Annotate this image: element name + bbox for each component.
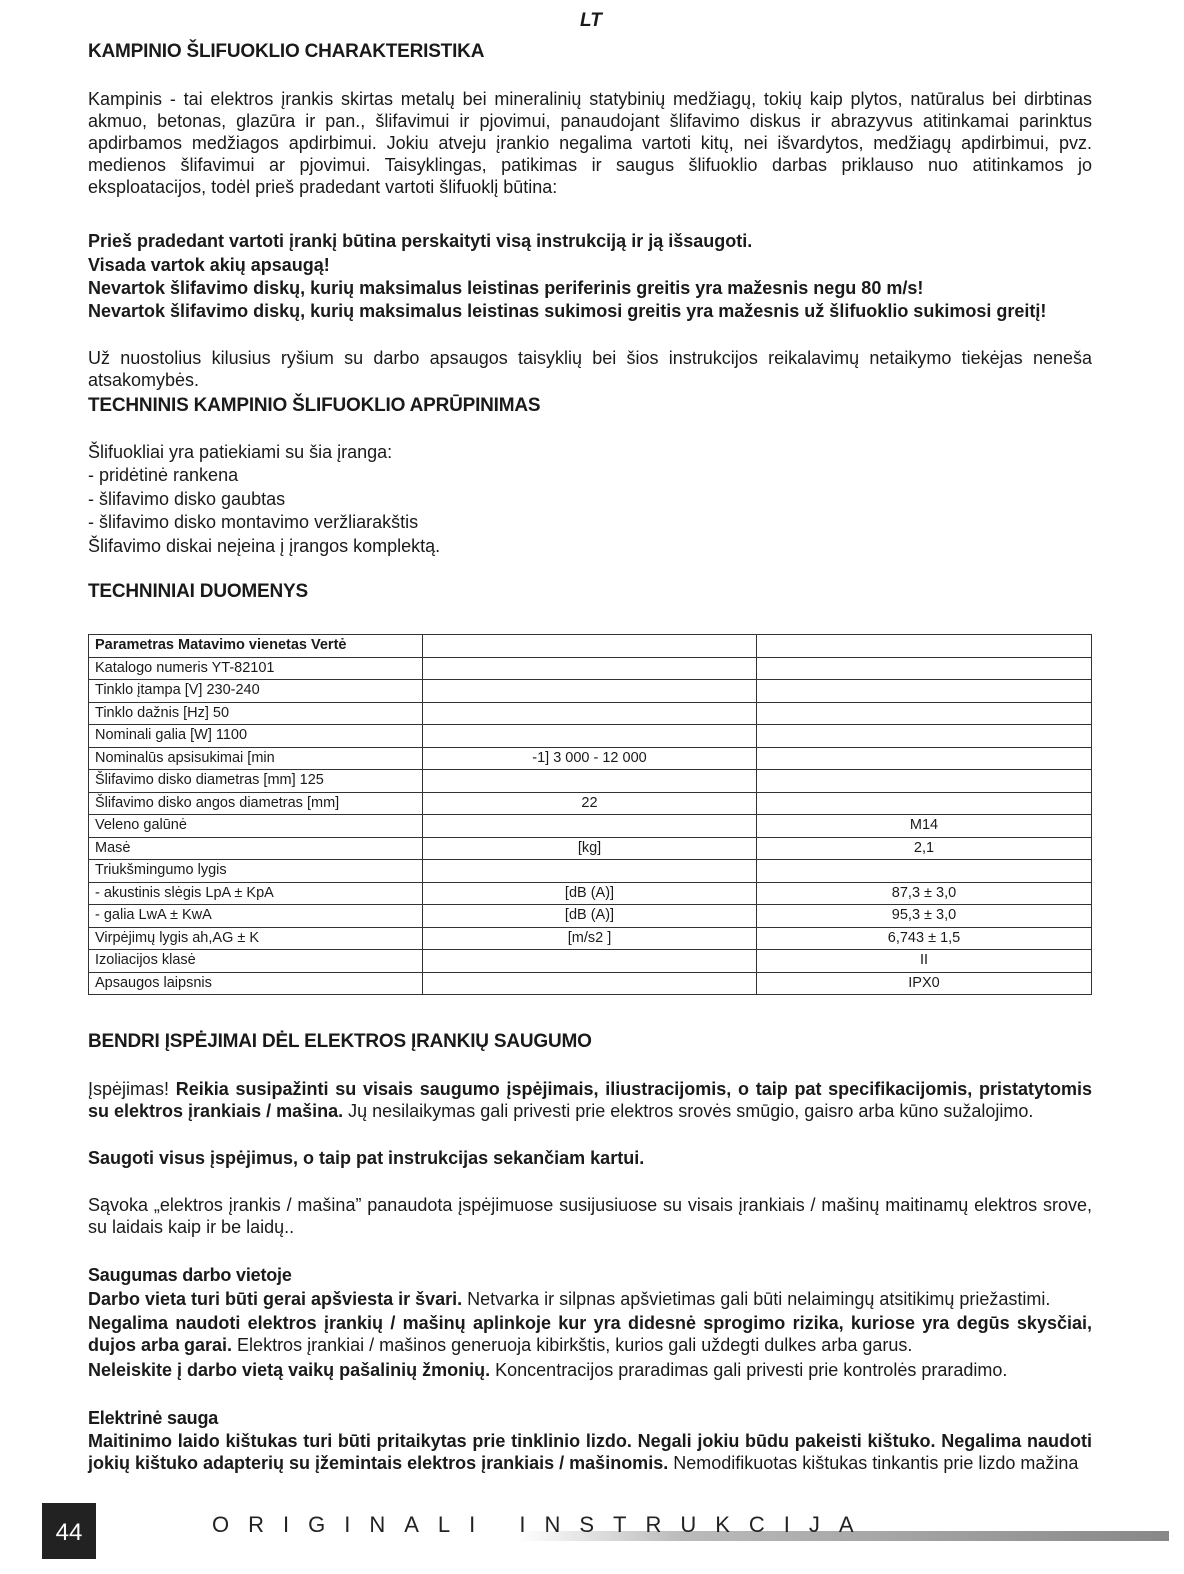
table-cell: Nominali galia [W] 1100 (89, 725, 423, 748)
table-row (89, 792, 1092, 815)
table-cell (423, 680, 757, 703)
table-cell: II (757, 950, 1092, 973)
table-row (89, 860, 1092, 883)
table-cell: Šlifavimo disko angos diametras [mm] (89, 792, 423, 815)
page-number: 44 (42, 1503, 96, 1559)
table-cell: Šlifavimo disko diametras [mm] 125 (89, 770, 423, 793)
rule-text: Elektros įrankiai / mašinos generuoja kibirkštis, kurios gali uždegti dulkes arba garus. (232, 1335, 913, 1355)
equipment-lead: Šlifuokliai yra patiekiami su šia įranga: (88, 442, 393, 462)
section-title-safety-warnings: BENDRI ĮSPĖJIMAI DĖL ELEKTROS ĮRANKIŲ SAUGUMO (88, 1031, 592, 1052)
equipment-note: Šlifavimo diskai neįeina į įrangos komplektą. (88, 536, 441, 556)
table-cell (757, 747, 1092, 770)
table-cell (423, 972, 757, 995)
table-cell: Apsaugos laipsnis (89, 972, 423, 995)
warning-read-instructions: Prieš pradedant vartoti įrankį būtina perskaityti visą instrukciją ir ją išsaugoti. (88, 231, 753, 251)
table-cell: [kg] (423, 837, 757, 860)
table-cell: Tinklo įtampa [V] 230-240 (89, 680, 423, 703)
table-cell (423, 950, 757, 973)
warning-text: Jų nesilaikymas gali privesti prie elektros srovės smūgio, gaisro arba kūno sužalojimo. (343, 1101, 1034, 1121)
table-cell: -1] 3 000 - 12 000 (423, 747, 757, 770)
rule-bold: Darbo vieta turi būti gerai apšviesta ir švari. (88, 1289, 463, 1309)
subsection-title-work-area: Saugumas darbo vietoje (88, 1265, 292, 1285)
keep-warnings: Saugoti visus įspėjimus, o taip pat instrukcijas sekančiam kartui. (88, 1148, 645, 1168)
table-row (89, 837, 1092, 860)
table-cell: 95,3 ± 3,0 (757, 905, 1092, 928)
table-row (89, 972, 1092, 995)
table-cell: 87,3 ± 3,0 (757, 882, 1092, 905)
rule-text: Nemodifikuotas kištukas tinkantis prie lizdo mažina (668, 1453, 1079, 1473)
table-cell: Tinklo dažnis [Hz] 50 (89, 702, 423, 725)
table-row (89, 950, 1092, 973)
footer-original-instructions: ORIGINALI INSTRUKCIJA (212, 1512, 873, 1537)
technical-data-table (88, 634, 1092, 995)
intro-paragraph: Kampinis - tai elektros įrankis skirtas metalų bei mineralinių statybinių medžiagų, tokių kaip plytos, natūralus bei dirbtinas akmuo, betonas, glazūra ir pan., šlifavimui ir pjovimui, panaudojant šlifavimo diskus ir abrazyvus atitinkamai parinktus apdirbamos medžiagos apdirbimui. Jokiu atveju įrankio negalima vartoti kitų, nei išvardytos, medžiagų apdirbimui, pvz. medienos šlifavimui ar pjovimui. Taisyklingas, patikimas ir saugus šlifuoklio darbas priklauso nuo atitinkamos jo eksploatacijos, todėl prieš pradedant vartoti šlifuoklį būtina: (88, 89, 1092, 197)
table-header-cell (423, 635, 757, 658)
table-row (89, 680, 1092, 703)
rule-bold: Neleiskite į darbo vietą vaikų pašalinių žmonių. (88, 1360, 491, 1380)
table-cell: [m/s2 ] (423, 927, 757, 950)
table-cell: - akustinis slėgis LpA ± KpA (89, 882, 423, 905)
table-row (89, 815, 1092, 838)
table-cell (757, 860, 1092, 883)
table-cell: 6,743 ± 1,5 (757, 927, 1092, 950)
section-title-characteristics: KAMPINIO ŠLIFUOKLIO CHARAKTERISTIKA (88, 41, 485, 62)
table-cell (757, 680, 1092, 703)
liability-disclaimer: Už nuostolius kilusius ryšium su darbo apsaugos taisyklių bei šios instrukcijos reikalavimų netaikymo tiekėjas neneša atsakomybės. (88, 348, 1092, 390)
table-cell (757, 725, 1092, 748)
warning-eye-protection: Visada vartok akių apsaugą! (88, 255, 330, 275)
warning-peripheral-speed: Nevartok šlifavimo diskų, kurių maksimalus leistinas periferinis greitis yra mažesnis negu 80 m/s! (88, 278, 924, 298)
table-cell: IPX0 (757, 972, 1092, 995)
table-cell: Virpėjimų lygis ah,AG ± K (89, 927, 423, 950)
table-cell (757, 792, 1092, 815)
table-cell: Veleno galūnė (89, 815, 423, 838)
rule-text: Netvarka ir silpnas apšvietimas gali būti nelaimingų atsitikimų priežastimi. (462, 1289, 1051, 1309)
language-label: LT (580, 10, 602, 31)
rule-text: Koncentracijos praradimas gali privesti prie kontrolės praradimo. (490, 1360, 1008, 1380)
table-row (89, 747, 1092, 770)
table-cell (423, 860, 757, 883)
table-cell (423, 657, 757, 680)
equipment-item: - šlifavimo disko gaubtas (88, 489, 286, 509)
table-cell (423, 815, 757, 838)
table-cell: [dB (A)] (423, 905, 757, 928)
table-row (89, 657, 1092, 680)
equipment-item: - pridėtinė rankena (88, 465, 239, 485)
table-cell (423, 702, 757, 725)
warning-rotation-speed: Nevartok šlifavimo diskų, kurių maksimalus leistinas sukimosi greitis yra mažesnis už šlifuoklio sukimosi greitį! (88, 301, 1047, 321)
table-cell (423, 770, 757, 793)
table-cell: - galia LwA ± KwA (89, 905, 423, 928)
section-title-equipment: TECHNINIS KAMPINIO ŠLIFUOKLIO APRŪPINIMAS (88, 395, 541, 416)
table-row (89, 905, 1092, 928)
rule-bold: Negalima naudoti elektros įrankių / mašinų aplinkoje kur yra didesnė sprogimo rizika, kuriose yra degūs skysčiai, dujos arba garai. (88, 1313, 1092, 1355)
work-area-rule-2 (88, 1312, 1092, 1356)
rule-bold: Maitinimo laido kištukas turi būti pritaikytas prie tinklinio lizdo. Negali jokiu būdu pakeisti kištuko. Negalima naudoti jokių kištuko adapterių su įžemintais elektros įrankiais / mašinomis. (88, 1431, 1092, 1473)
work-area-rule-3 (88, 1359, 1092, 1381)
warning-bold: Reikia susipažinti su visais saugumo įspėjimais, iliustracijomis, o taip pat specifikacijomis, pristatytomis su elektros įrankiais / mašina. (88, 1079, 1092, 1121)
table-cell: 22 (423, 792, 757, 815)
table-header-cell (757, 635, 1092, 658)
table-cell: Katalogo numeris YT-82101 (89, 657, 423, 680)
table-row (89, 702, 1092, 725)
table-cell: Izoliacijos klasė (89, 950, 423, 973)
table-row (89, 927, 1092, 950)
table-row (89, 770, 1092, 793)
table-cell: Nominalūs apsisukimai [min (89, 747, 423, 770)
subsection-title-electrical-safety: Elektrinė sauga (88, 1408, 219, 1428)
table-cell: Masė (89, 837, 423, 860)
term-definition: Sąvoka „elektros įrankis / mašina” panaudota įspėjimuose susijusiuose su visais įrankiais / mašinų maitinamų elektros srove, su laidais kaip ir be laidų.. (88, 1195, 1092, 1237)
table-row (89, 725, 1092, 748)
table-cell (757, 770, 1092, 793)
warning-label: Įspėjimas! (88, 1079, 176, 1099)
electrical-rule-1 (88, 1430, 1092, 1474)
table-cell: Triukšmingumo lygis (89, 860, 423, 883)
general-warning-paragraph (88, 1078, 1092, 1122)
table-cell (423, 725, 757, 748)
table-row (89, 882, 1092, 905)
table-cell (757, 702, 1092, 725)
table-cell: M14 (757, 815, 1092, 838)
table-header-row (89, 635, 1092, 658)
table-cell (757, 657, 1092, 680)
work-area-rule-1 (88, 1288, 1092, 1310)
table-cell: 2,1 (757, 837, 1092, 860)
section-title-technical-data: TECHNINIAI DUOMENYS (88, 581, 308, 602)
table-header-cell: Parametras Matavimo vienetas Vertė (89, 635, 423, 658)
equipment-item: - šlifavimo disko montavimo veržliarakštis (88, 512, 419, 532)
table-cell: [dB (A)] (423, 882, 757, 905)
